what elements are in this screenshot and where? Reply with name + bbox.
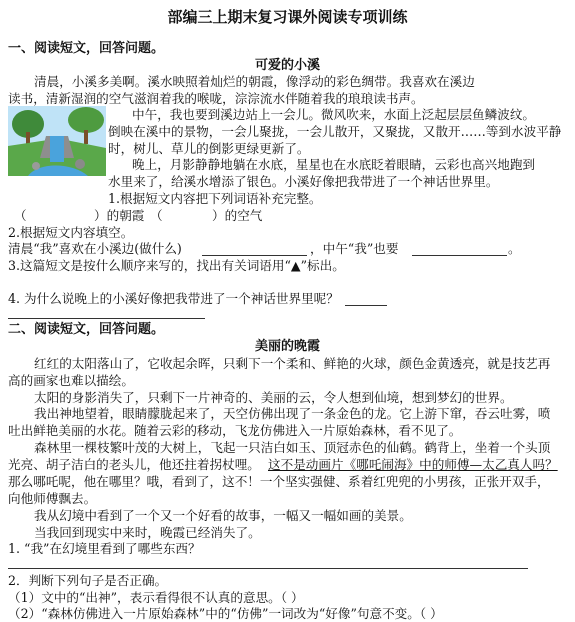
- s1-paragraph-line: 晚上，月影静静地躺在水底，星星也在水底眨着眼睛，云彩也高兴地跑到: [132, 157, 535, 172]
- s1-paragraph-line: 中午，我也要到溪边站上一会儿。微风吹来，水面上泛起层层鱼鳞波纹。: [132, 107, 535, 122]
- s2-paragraph-line: 高的画家也难以描绘。: [8, 373, 134, 388]
- s1-q1-paren-open: （: [14, 208, 27, 223]
- s2-question-2: 2．判断下列句子是否正确。: [8, 573, 168, 588]
- s1-question-1: 1.根据短文内容把下列词语补充完整。: [108, 191, 322, 206]
- s1-q4-answer-blank[interactable]: [345, 305, 387, 306]
- s1-paragraph-line: 水里来了，给溪水增添了银色。小溪好像把我带进了一个神话世界里。: [108, 174, 499, 189]
- s2-paragraph-line: 我出神地望着，眼睛朦胧起来了，天空仿佛出现了一条金色的龙。它上游下窜，吞云吐雾，喷: [34, 406, 551, 421]
- s1-q2-answer-blank-1[interactable]: [202, 255, 307, 256]
- s1-q2-answer-blank-2[interactable]: [412, 255, 507, 256]
- section2-heading: 二、阅读短文，回答问题。: [8, 322, 165, 337]
- s2-q2-item-2: （2）“森林仿佛进入一片原始森林”中的“仿佛”一词改为“好像”句意不变。（ ）: [8, 606, 443, 621]
- s1-q2-line-end: 。: [508, 241, 521, 256]
- s2-paragraph-line: 当我回到现实中来时，晚霞已经消失了。: [34, 525, 261, 540]
- s1-question-4: 4. 为什么说晚上的小溪好像把我带进了一个神话世界里呢？: [8, 291, 339, 306]
- s1-question-3: 3.这篇短文是按什么顺序来写的，找出有关词语用“▲”标出。: [8, 258, 345, 273]
- section1-passage-title: 可爱的小溪: [254, 58, 320, 73]
- s1-q2-line-b: ，中午“我”也要: [310, 241, 399, 256]
- s1-paragraph-line: 时，树儿、草儿的倒影更绿更新了。: [108, 141, 310, 156]
- s1-paragraph-line: 读书，清新湿润的空气滋润着我的喉咙，淙淙流水伴随着我的琅琅读书声。: [8, 91, 424, 106]
- s1-paragraph-line: 倒映在溪中的景物，一会儿聚拢，一会儿散开，又聚拢，又散开……等到水波平静: [108, 124, 562, 139]
- s1-paragraph-line: 清晨，小溪多美啊。溪水映照着灿烂的朝霞，像浮动的彩色绸带。我喜欢在溪边: [34, 74, 475, 89]
- s2-paragraph-line: 向他师傅飘去。: [8, 491, 97, 506]
- s2-question-1: 1. “我”在幻境里看到了哪些东西？: [8, 541, 201, 556]
- stream-illustration-image: [8, 106, 106, 176]
- s2-paragraph-line: 我从幻境中看到了一个又一个好看的故事，一幅又一幅如画的美景。: [34, 508, 412, 523]
- s1-q4-answer-line[interactable]: [8, 318, 205, 319]
- s2-paragraph-line: 那么哪吒呢，他在哪里？哦，看到了，这不！一个坚实强健、系着红兜兜的小男孩，正张开双手，: [8, 474, 550, 489]
- s2-paragraph-line: 森林里一棵枝繁叶茂的大树上，飞起一只洁白如玉、顶冠赤色的仙鹤。鹤背上，坐着一个头顶: [34, 440, 551, 455]
- s2-paragraph-line: 吐出鲜艳美丽的水花。随着云彩的移动，飞龙仿佛进入一片原始森林，看不见了。: [8, 423, 462, 438]
- page-title: 部编三上期末复习课外阅读专项训练: [167, 8, 408, 26]
- section1-heading: 一、阅读短文，回答问题。: [8, 41, 165, 56]
- section2-passage-title: 美丽的晚霞: [254, 339, 320, 354]
- s2-paragraph-line: 太阳的身影消失了，只剩下一片神奇的、美丽的云，令人想到仙境，想到梦幻的世界。: [34, 390, 513, 405]
- s1-q1-answer-2-suffix: ）的空气: [212, 208, 263, 223]
- s2-q1-answer-line[interactable]: [8, 568, 528, 569]
- s2-paragraph-line: 光亮、胡子洁白的老头儿，他还拄着拐杖哩。: [8, 457, 260, 472]
- s2-paragraph-line: 红红的太阳落山了，它收起余晖，只剩下一个柔和、鲜艳的火球，颜色金黄透亮，就是技艺再: [34, 356, 551, 371]
- s1-q2-line-a: 清晨“我”喜欢在小溪边(做什么): [8, 241, 182, 256]
- s1-question-2: 2.根据短文内容填空。: [8, 225, 134, 240]
- s1-q1-answer-2-prefix: （: [150, 208, 163, 223]
- s2-underlined-sentence: 这不是动画片《哪吒闹海》中的师傅—太乙真人吗？: [268, 457, 558, 472]
- s1-q1-answer-1-suffix: ）的朝霞: [94, 208, 145, 223]
- s2-q2-item-1: （1）文中的“出神”，表示看得很不认真的意思。（ ）: [8, 590, 304, 605]
